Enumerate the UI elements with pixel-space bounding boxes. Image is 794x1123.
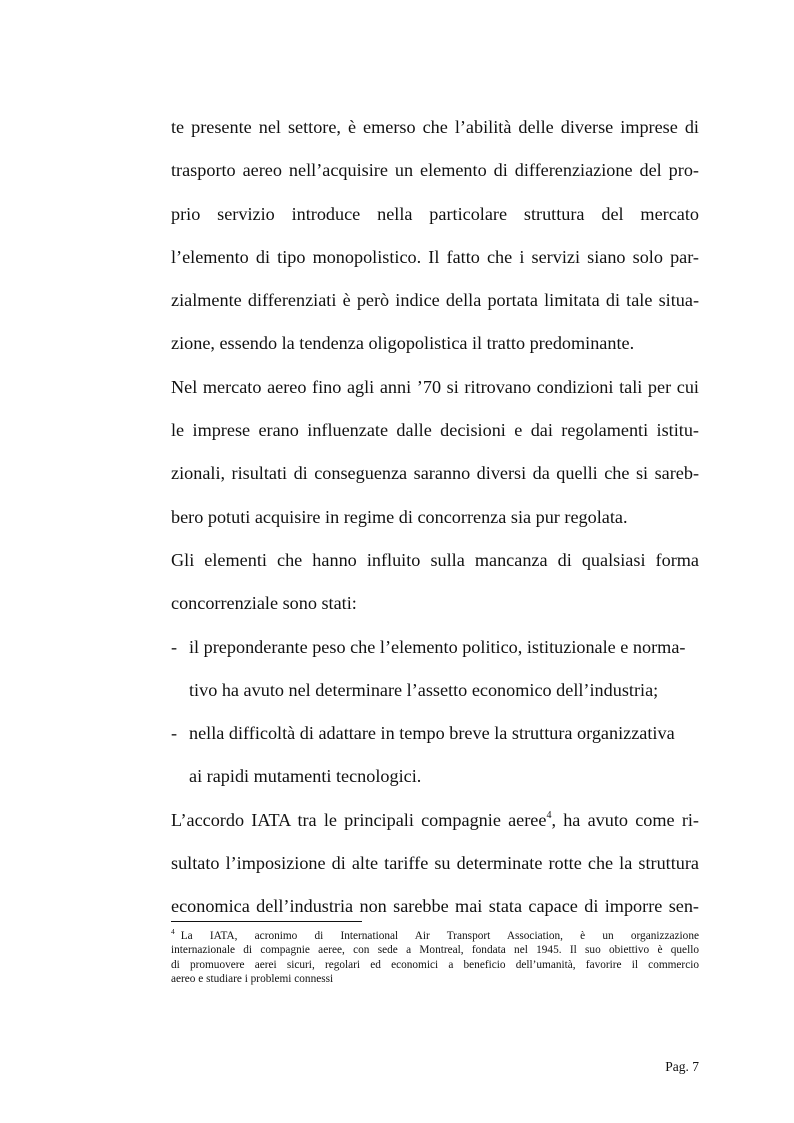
list-item-text: il preponderante peso che l’elemento politico, istituzionale e norma- xyxy=(189,636,686,657)
list-item xyxy=(171,626,699,669)
paragraph-line: trasporto aereo nell’acquisire un elemento di differenziazione del pro- xyxy=(171,160,699,181)
footnote-line: aereo e studiare i problemi connessi xyxy=(171,972,334,985)
list-item-continuation: tivo ha avuto nel determinare l’assetto economico dell’industria; xyxy=(189,679,659,700)
paragraph-text: L’accordo IATA tra le principali compagnie aeree xyxy=(171,809,547,830)
footnote-divider xyxy=(171,921,362,922)
paragraph-line: economica dell’industria non sarebbe mai stata capace di imporre sen- xyxy=(171,896,699,917)
paragraph-line: l’elemento di tipo monopolistico. Il fatto che i servizi siano solo par- xyxy=(171,246,699,267)
paragraph-line: concorrenziale sono stati: xyxy=(171,593,357,614)
list-item-text: nella difficoltà di adattare in tempo breve la struttura organizzativa xyxy=(189,723,675,744)
footnote-line: di promuovere aerei sicuri, regolari ed economici a beneficio dell’umanità, favorire il commercio xyxy=(171,958,699,971)
paragraph-line: te presente nel settore, è emerso che l’abilità delle diverse imprese di xyxy=(171,117,699,137)
paragraph-line: Nel mercato aereo fino agli anni ’70 si ritrovano condizioni tali per cui xyxy=(171,376,699,397)
paragraph-line: zionali, risultati di conseguenza saranno diversi da quelli che si sareb- xyxy=(171,463,699,484)
footnote-number: 4 xyxy=(171,927,175,936)
footnote-line xyxy=(171,929,699,943)
footnote xyxy=(171,929,699,986)
footnote-reference[interactable]: 4 xyxy=(546,809,552,821)
list-dash: - xyxy=(171,723,178,744)
list-item xyxy=(171,712,699,755)
paragraph-line: zione, essendo la tendenza oligopolistica il tratto predominante. xyxy=(171,333,635,354)
paragraph-line: Gli elementi che hanno influito sulla mancanza di qualsiasi forma xyxy=(171,549,699,570)
paragraph-line: bero potuti acquisire in regime di concorrenza sia pur regolata. xyxy=(171,506,628,527)
paragraph-line: sultato l’imposizione di alte tariffe su determinate rotte che la struttura xyxy=(171,853,699,874)
list-dash: - xyxy=(171,636,178,657)
footnote-text: La IATA, acronimo di International Air Transport Association, è un organizzazione xyxy=(180,930,699,942)
footnote-line: internazionale di compagnie aeree, con sede a Montreal, fondata nel 1945. Il suo obiettivo è quello xyxy=(171,944,699,957)
paragraph-text: , ha avuto come ri- xyxy=(551,809,699,830)
paragraph-line: le imprese erano influenzate dalle decisioni e dai regolamenti istitu- xyxy=(171,420,699,441)
paragraph-line xyxy=(171,799,699,842)
body-text xyxy=(171,106,699,929)
paragraph-line: prio servizio introduce nella particolare struttura del mercato xyxy=(171,203,699,224)
page-number: Pag. 7 xyxy=(665,1059,699,1074)
list-item-continuation: ai rapidi mutamenti tecnologici. xyxy=(189,766,422,787)
paragraph-line: zialmente differenziati è però indice della portata limitata di tale situa- xyxy=(171,290,699,311)
